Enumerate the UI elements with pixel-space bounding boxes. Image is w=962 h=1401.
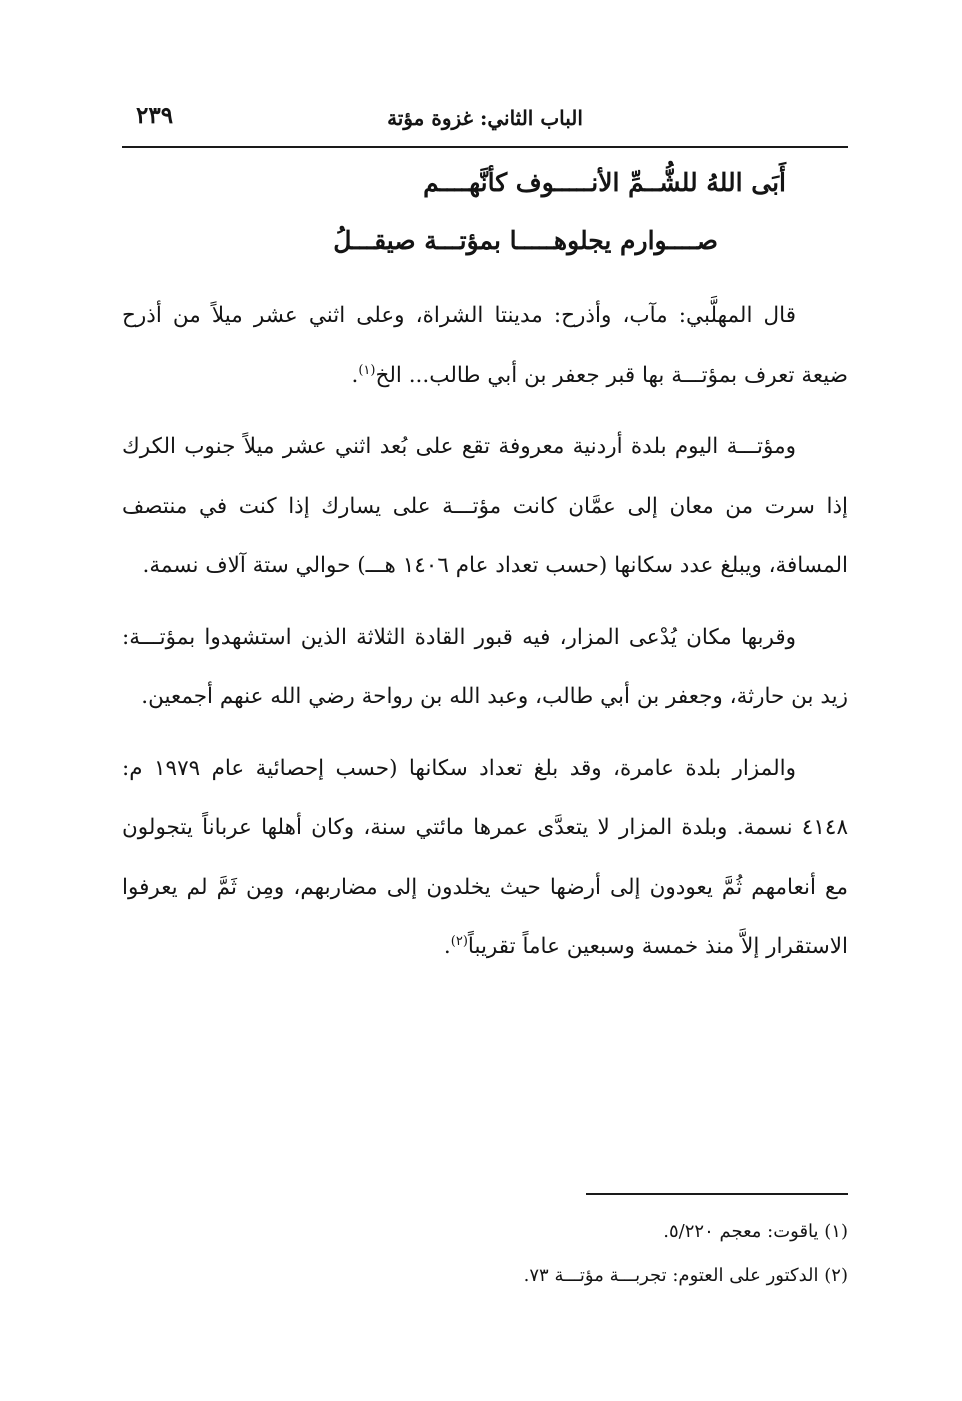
paragraph-tail: . — [443, 934, 451, 959]
body-text — [122, 286, 848, 977]
poem-verse-1: أَبَى اللهُ للشُّــمِّ الأنـــــوف كأنَّهــــم — [423, 168, 786, 197]
paragraph-tail: . — [351, 362, 359, 388]
book-page — [122, 0, 848, 1401]
paragraph — [122, 286, 848, 405]
footnote-ref: (١) — [358, 362, 376, 378]
paragraph-text: وقربها مكان يُدْعى المزار، فيه قبور القادة الثلاثة الذين استشهدوا بمؤتـــة: زيد بن حارثة، وجعفر بن أبي طالب، وعبد الله بن رواحة رضي الله عنهم أجمعين. — [122, 624, 848, 709]
chapter-title: الباب الثاني: غزوة مؤتة — [387, 106, 583, 130]
page-number: ٢٣٩ — [136, 102, 174, 129]
footnote-1: (١) ياقوت: معجم ٥/٢٢٠. — [663, 1221, 848, 1242]
paragraph — [122, 608, 848, 727]
paragraph-text: والمزار بلدة عامرة، وقد بلغ تعداد سكانها (حسب إحصائية عام ١٩٧٩ م: ٤١٤٨ نسمة. وبلدة المزار لا يتعدَّى عمرها مائتي سنة، وكان أهلها عرباناً يتجولون مع أنعامهم ثُمَّ يعودون إلى أرضها حيث يخلدون إلى مضاربهم، ومِن ثَمَّ لم يعرفوا الاستقرار إلاَّ منذ خمسة وسبعين عاماً تقريباً — [122, 755, 848, 959]
footnote-2: (٢) الدكتور على العتوم: تجربـــة مؤتـــة ٧٣. — [523, 1265, 848, 1286]
poem-verse-2: صــــوارم يجلوهـــــا بمؤتـــة صيقـــلُ — [333, 226, 718, 255]
footnote-divider — [586, 1193, 848, 1195]
page-header — [122, 100, 848, 140]
paragraph-text: ومؤتـــة اليوم بلدة أردنية معروفة تقع على بُعد اثني عشر ميلاً جنوب الكرك إذا سرت من معان إلى عمَّان كانت مؤتـــة على يسارك إذا كنت في منتصف المسافة، ويبلغ عدد سكانها (حسب تعداد عام ١٤٠٦ هـــ) حوالي ستة آلاف نسمة. — [122, 434, 848, 578]
footnote-ref: (٢) — [450, 933, 468, 949]
paragraph — [122, 739, 848, 977]
paragraph — [122, 417, 848, 596]
header-divider — [122, 146, 848, 148]
paragraph-text: قال المهلَّبي: مآب، وأذرح: مدينتا الشراة، وعلى اثني عشر ميلاً من أذرح ضيعة تعرف بمؤتـــة بها قبر جعفر بن أبي طالب... الخ — [122, 303, 848, 388]
footnotes — [122, 1210, 848, 1298]
